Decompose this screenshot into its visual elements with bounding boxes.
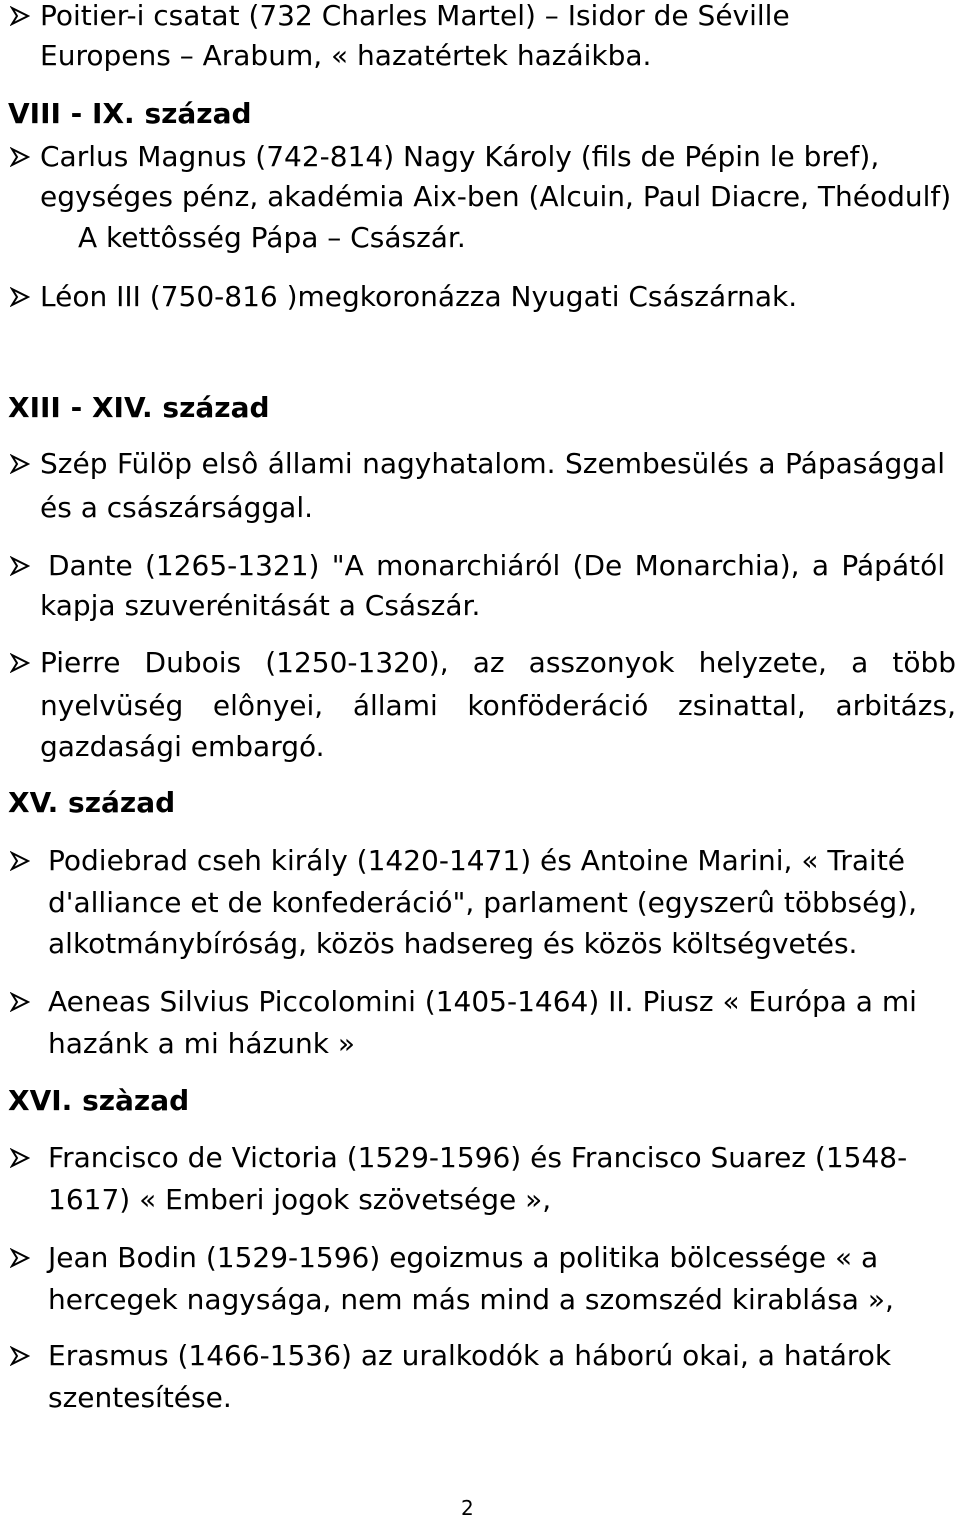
list-item-dubois-line-1: Pierre Dubois (1250-1320), az asszonyok helyzete, a több <box>40 646 956 679</box>
list-item-piccolomini-line-2: hazánk a mi házunk » <box>48 1027 355 1060</box>
heading-century-roman: XV. <box>8 786 59 819</box>
heading-century-word: század <box>144 97 252 130</box>
heading-xv <box>8 783 175 823</box>
list-item-carlus-line-1: Carlus Magnus (742-814) Nagy Károly (fils de Pépin le bref), <box>40 140 880 173</box>
list-item-dubois-line-3: gazdasági embargó. <box>40 730 325 763</box>
list-item-erasmus-line-1: Erasmus (1466-1536) az uralkodók a háború okai, a határok <box>48 1339 892 1372</box>
heading-century-word: század <box>162 391 270 424</box>
list-item-dante-line-2: kapja szuverénitását a Császár. <box>40 589 481 622</box>
intro-line-1: Poitier-i csatat (732 Charles Martel) – Isidor de Séville <box>40 0 790 32</box>
list-item-piccolomini-line-1: Aeneas Silvius Piccolomini (1405-1464) II. Piusz « Európa a mi <box>48 985 917 1018</box>
list-item-szep-line-1: Szép Fülöp elsô állami nagyhatalom. Szembesülés a Pápasággal <box>40 447 945 480</box>
heading-century-roman: VIII - IX. <box>8 97 135 130</box>
list-item-podiebrad-line-1: Podiebrad cseh király (1420-1471) és Antoine Marini, « Traité <box>48 844 906 877</box>
list-item-bodin-line-1: Jean Bodin (1529-1596) egoizmus a politika bölcessége « a <box>48 1241 879 1274</box>
arrow-bullet-icon <box>10 1148 30 1168</box>
arrow-bullet-icon <box>10 454 30 474</box>
arrow-bullet-icon <box>10 992 30 1012</box>
heading-xiii-xiv <box>8 388 270 428</box>
heading-century-word: szàzad <box>82 1084 190 1117</box>
list-item-erasmus-line-2: szentesítése. <box>48 1381 232 1414</box>
list-item-victoria-line-2: 1617) « Emberi jogok szövetsége », <box>48 1183 552 1216</box>
list-item-leon-line-1: Léon III (750-816 )megkoronázza Nyugati Császárnak. <box>40 280 798 313</box>
heading-century-roman: XVI. <box>8 1084 73 1117</box>
arrow-bullet-icon <box>10 1346 30 1366</box>
heading-century-roman: XIII - XIV. <box>8 391 153 424</box>
heading-viii-ix <box>8 94 252 134</box>
heading-xvi <box>8 1081 189 1121</box>
list-item-victoria-line-1: Francisco de Victoria (1529-1596) és Francisco Suarez (1548- <box>48 1141 908 1174</box>
arrow-bullet-icon <box>10 6 30 26</box>
list-item-podiebrad-line-2: d'alliance et de konfederáció", parlament (egyszerû többség), <box>48 886 917 919</box>
list-item-podiebrad-line-3: alkotmánybíróság, közös hadsereg és közös költségvetés. <box>48 927 858 960</box>
list-item-carlus-line-2: egységes pénz, akadémia Aix-ben (Alcuin, Paul Diacre, Théodulf) <box>40 180 952 213</box>
list-item-carlus-line-3: A kettôsség Pápa – Császár. <box>78 221 466 254</box>
page-number: 2 <box>461 1496 474 1520</box>
arrow-bullet-icon <box>10 147 30 167</box>
list-item-szep-line-2: és a császársággal. <box>40 491 313 524</box>
list-item-dubois-line-2: nyelvüség elônyei, állami konföderáció zsinattal, arbitázs, <box>40 689 956 722</box>
arrow-bullet-icon <box>10 287 30 307</box>
heading-century-word: század <box>68 786 176 819</box>
arrow-bullet-icon <box>10 1248 30 1268</box>
list-item-bodin-line-2: hercegek nagysága, nem más mind a szomszéd kirablása », <box>48 1283 894 1316</box>
arrow-bullet-icon <box>10 851 30 871</box>
arrow-bullet-icon <box>10 556 30 576</box>
intro-line-2: Europens – Arabum, « hazatértek hazáikba. <box>40 39 652 72</box>
arrow-bullet-icon <box>10 653 30 673</box>
list-item-dante-line-1: Dante (1265-1321) "A monarchiáról (De Monarchia), a Pápától <box>48 549 945 582</box>
